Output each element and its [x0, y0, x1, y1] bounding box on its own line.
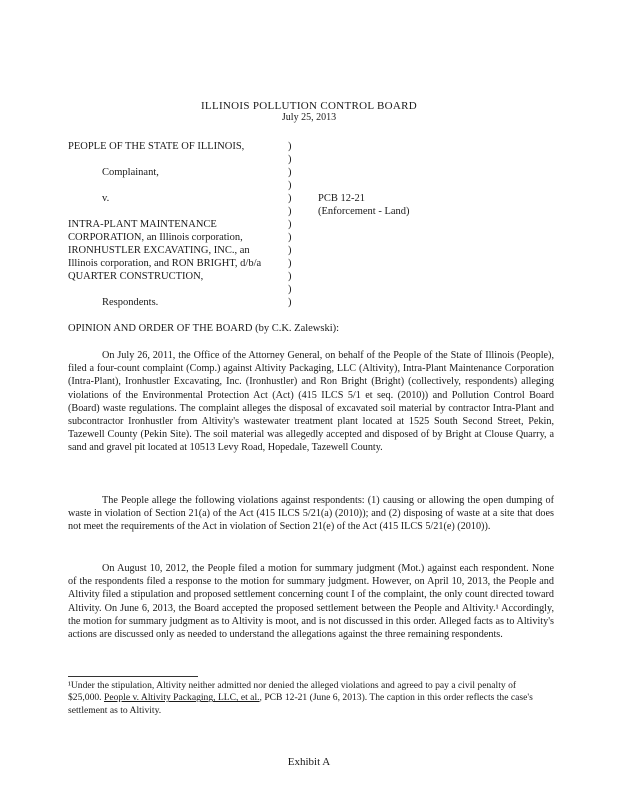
footnote-text: ¹Under the stipulation, Altivity neither admitted nor denied the alleged violations and agreed to pay a civil penalty of $25,000.	[68, 680, 517, 704]
caption-paren: )	[288, 258, 292, 269]
caption-paren: )	[288, 232, 292, 243]
paragraph-motion: On August 10, 2012, the People filed a motion for summary judgment (Mot.) against each respondent. None of the respondents filed a response to the motion for summary judgment. However, on April 10, 2013, the People and Altivity filed a stipulation and proposed settlement concerning count I of the complaint, the only count directed toward Altivity. On June 6, 2013, the Board accepted the proposed settlement between the People and Altivity.¹ Accordingly, the motion for summary judgment as to Altivity is moot, and is not discussed in this order. Alleged facts as to Altivity's actions are discussed only as needed to understand the allegations against the three remaining respondents.	[68, 563, 554, 641]
defendant-line: INTRA-PLANT MAINTENANCE	[68, 219, 217, 230]
caption-paren: )	[288, 284, 292, 295]
footnote-citation: People v. Altivity Packaging, LLC, et al.	[103, 692, 260, 704]
caption-paren: )	[288, 167, 292, 178]
caption-paren: )	[288, 271, 292, 282]
caption-paren: )	[288, 297, 292, 308]
caption-paren: )	[288, 141, 292, 152]
caption-paren: )	[288, 245, 292, 256]
footnote	[68, 680, 548, 717]
caption-paren: )	[288, 219, 292, 230]
defendant-line: IRONHUSTLER EXCAVATING, INC., an	[68, 245, 250, 256]
case-number: PCB 12-21	[318, 193, 365, 204]
caption-paren: )	[288, 206, 292, 217]
versus-label: v.	[102, 193, 110, 204]
document-date: July 25, 2013	[281, 112, 337, 123]
caption-paren: )	[288, 193, 292, 204]
opinion-title: OPINION AND ORDER OF THE BOARD (by C.K. Zalewski):	[68, 323, 340, 334]
respondents-label: Respondents.	[102, 297, 159, 308]
defendant-line: CORPORATION, an Illinois corporation,	[68, 232, 243, 243]
defendant-line: QUARTER CONSTRUCTION,	[68, 271, 204, 282]
paragraph-violations: The People allege the following violations against respondents: (1) causing or allowing the open dumping of waste in violation of Section 21(a) of the Act (415 ILCS 5/21(a) (2010)); and (2) disposing of waste at a site that does not meet the requirements of the Act in violation of Section 21(e) of the Act (415 ILCS 5/21(e) (2010)).	[68, 495, 554, 533]
agency-heading: ILLINOIS POLLUTION CONTROL BOARD	[200, 100, 418, 112]
defendant-line: Illinois corporation, and RON BRIGHT, d/b/a	[68, 258, 262, 269]
paragraph-complaint: On July 26, 2011, the Office of the Attorney General, on behalf of the People of the State of Illinois (People), filed a four-count complaint (Comp.) against Altivity Packaging, LLC (Altivity), Intra-Plant Maintenance Corporation (Intra-Plant), Ironhustler Excavating, Inc. (Ironhustler) and Ron Bright (Bright) (collectively, respondents) alleging violations of the Environmental Protection Act (Act) (415 ILCS 5/1 et seq. (2010)) and Pollution Control Board (Board) waste regulations. The complaint alleges the disposal of excavated soil material by contractor Intra-Plant and subcontractor Ironhustler from Altivity's wastewater treatment plant located at 1525 South Second Street, Pekin, Tazewell County (Pekin Site). The soil material was allegedly accepted and disposed of by Bright at Clouse Quarry, a sand and gravel pit located at 10513 Levy Road, Hopedale, Tazewell County.	[68, 350, 554, 454]
caption-paren: )	[288, 154, 292, 165]
plaintiff-name: PEOPLE OF THE STATE OF ILLINOIS,	[68, 141, 245, 152]
case-type: (Enforcement - Land)	[318, 206, 410, 217]
exhibit-label: Exhibit A	[287, 756, 331, 768]
footnote-divider	[68, 676, 198, 677]
caption-paren: )	[288, 180, 292, 191]
complainant-label: Complainant,	[102, 167, 159, 178]
footnote-text-end: , PCB 12-21 (June 6, 2013). The caption in this order reflects the case's settlement as to Altivity.	[68, 692, 533, 716]
